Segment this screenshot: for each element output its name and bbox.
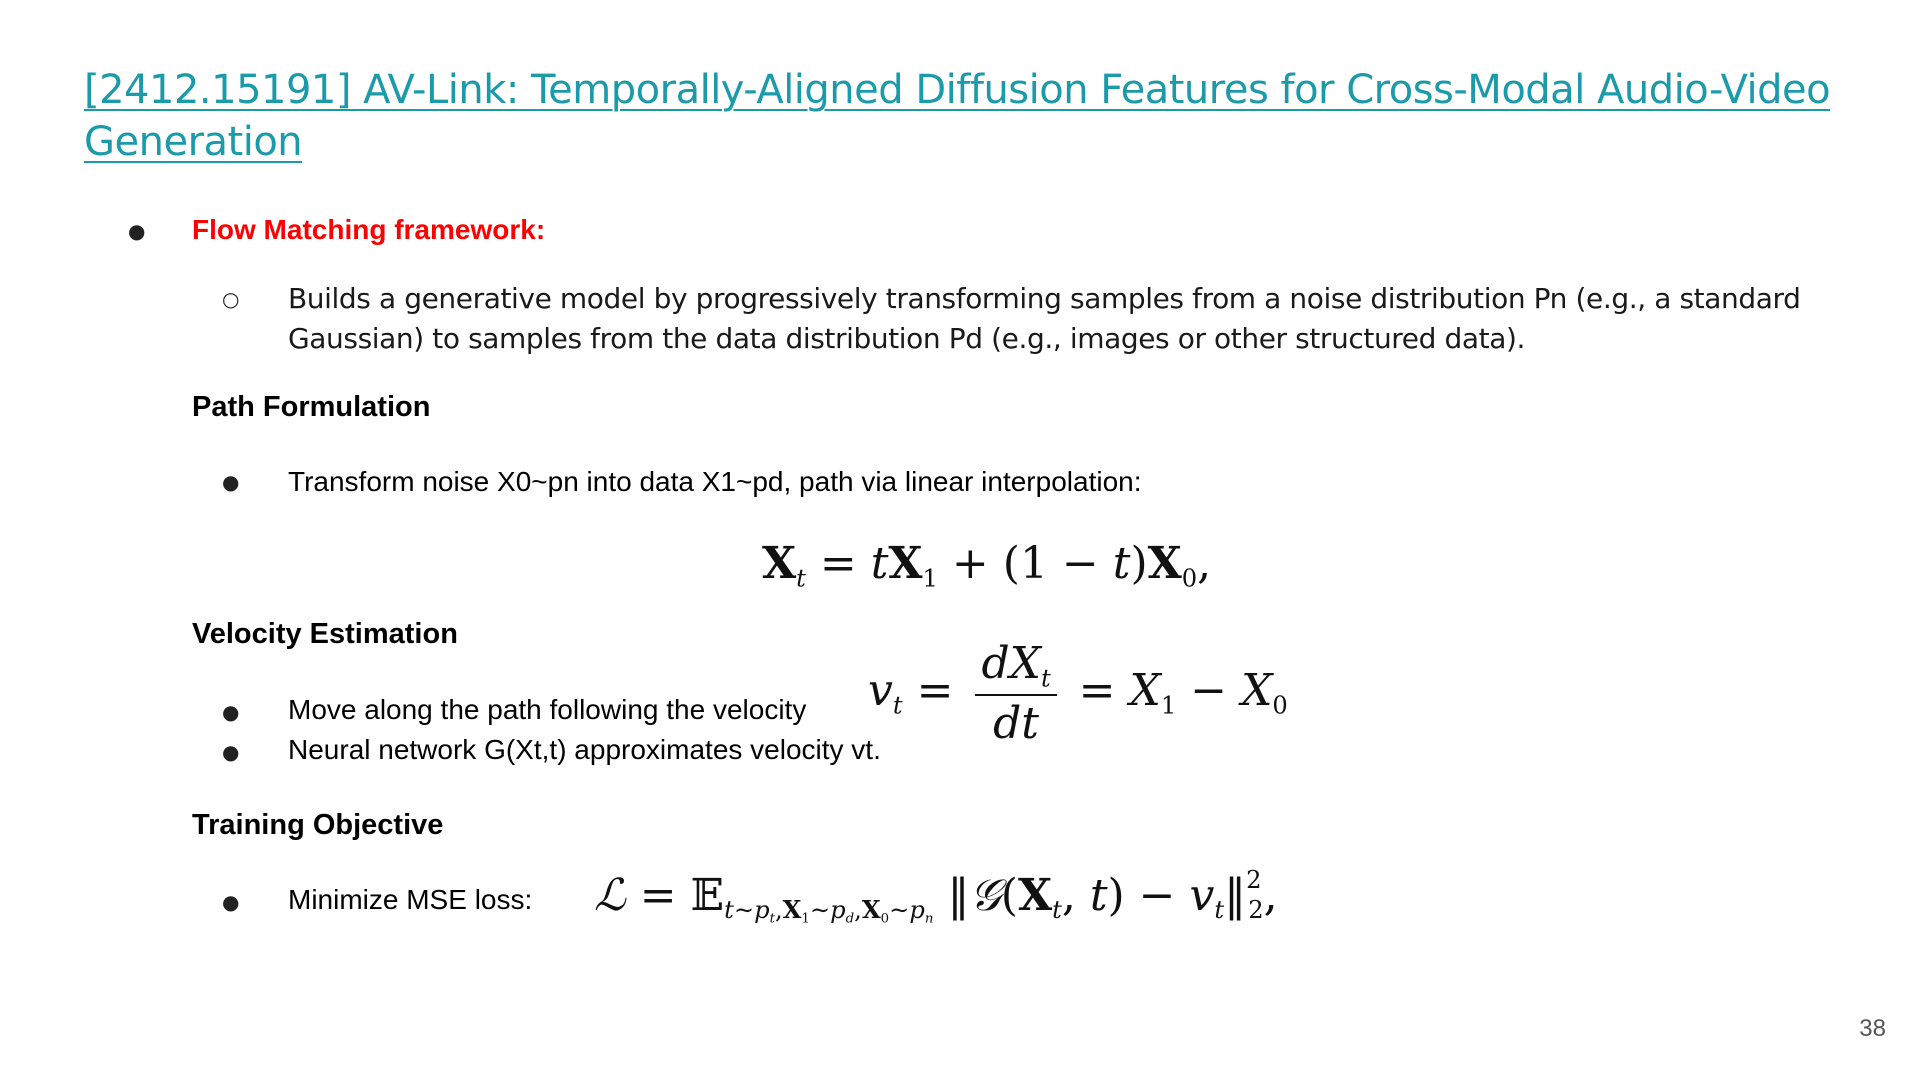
bullet-dot: ●	[128, 219, 146, 243]
training-objective-text: Minimize MSE loss:	[288, 884, 533, 915]
bullet-dot: ●	[222, 890, 240, 914]
description-line-2: Gaussian) to samples from the data distribution Pd (e.g., images or other structured data).	[288, 322, 1525, 355]
bullet-dot: ●	[222, 700, 240, 724]
flow-matching-heading: Flow Matching framework:	[192, 214, 546, 245]
velocity-equation: $v_t$ = $\frac{dX_t}{dt}$ = $X_1 - X_0$	[868, 638, 1288, 750]
bullet-dot: ●	[222, 470, 240, 494]
velocity-bullet-1: Move along the path following the velocity	[288, 694, 807, 725]
page-number: 38	[1859, 1015, 1886, 1042]
mse-loss-equation: ℒ = 𝔼$_{t\sim p_t,X_1\sim p_d,X_0\sim p_n}$ $‖𝒢(X_t$, $t) - v_t‖^2_2$,	[594, 866, 1278, 927]
paper-title-link[interactable]: [2412.15191] AV-Link: Temporally-Aligned Diffusion Features for Cross-Modal Audio-Video Generation	[84, 67, 1831, 165]
velocity-fraction: $\frac{dX_t}{dt}$	[975, 638, 1056, 749]
velocity-estimation-heading: Velocity Estimation	[192, 618, 458, 650]
description-line-1: Builds a generative model by progressively transforming samples from a noise distribution Pn (e.g., a standard	[288, 282, 1801, 315]
bullet-circle: ○	[222, 287, 240, 311]
bullet-dot: ●	[222, 740, 240, 764]
path-formulation-heading: Path Formulation	[192, 391, 431, 423]
flow-matching-description	[288, 279, 1848, 359]
velocity-bullet-2: Neural network G(Xt,t) approximates velocity vt.	[288, 734, 881, 765]
path-formulation-text: Transform noise X0~pn into data X1~pd, path via linear interpolation:	[288, 466, 1142, 497]
training-objective-heading: Training Objective	[192, 809, 444, 841]
interpolation-equation: $X_t = tX_1 + (1 - t)X_0$,	[762, 538, 1212, 593]
